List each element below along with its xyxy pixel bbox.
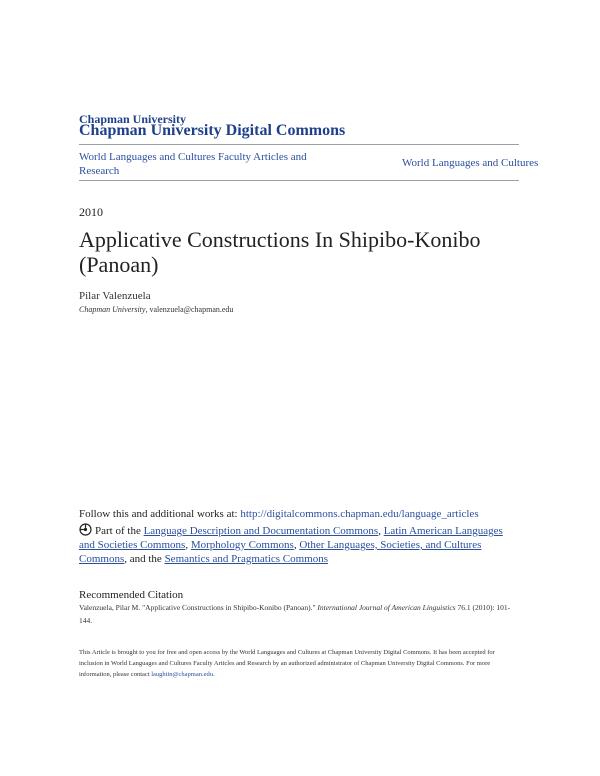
publication-year: 2010: [79, 205, 103, 219]
follow-url-link[interactable]: http://digitalcommons.chapman.edu/language_articles: [240, 508, 479, 520]
access-notice: [79, 647, 519, 680]
separator: ,: [378, 525, 384, 537]
commons-link-semantics[interactable]: Semantics and Pragmatics Commons: [164, 553, 329, 565]
repository-name[interactable]: Chapman University Digital Commons: [79, 122, 346, 139]
top-divider: [79, 144, 519, 145]
citation-text: Valenzuela, Pilar M. "Applicative Constructions in Shipibo-Konibo (Panoan).": [79, 603, 318, 612]
author-affiliation: [79, 305, 233, 314]
article-title: Applicative Constructions In Shipibo-Konibo (Panoan): [79, 227, 481, 277]
follow-line: [79, 508, 479, 520]
follow-prefix: Follow this and additional works at:: [79, 508, 241, 520]
affiliation-institution: Chapman University: [79, 305, 146, 314]
citation-journal: International Journal of American Linguistics: [317, 603, 456, 612]
separator: ,: [185, 539, 191, 551]
part-of-prefix: Part of the: [95, 525, 144, 537]
and-the: , and the: [124, 553, 165, 565]
contact-email-link[interactable]: laughtin@chapman.edu: [151, 671, 213, 678]
institution-name: Chapman University: [79, 112, 187, 126]
notice-text: This Article is brought to you for free and open access by the World Languages and Cultures at Chapman University Digital Commons. It has been accepted for inclusion in World Languages and Cultures Faculty Articles and Research by an authorized administrator of Chapman University Digital Commons. For more information, please contact: [79, 649, 495, 678]
part-of-block: [79, 523, 519, 566]
bottom-divider: [79, 180, 519, 181]
series-link[interactable]: World Languages and Cultures Faculty Articles and Research: [79, 151, 307, 177]
commons-link-morphology[interactable]: Morphology Commons: [190, 539, 294, 551]
citation-tail: 76.1 (2010): 101-144.: [79, 603, 511, 625]
recommended-citation: [79, 601, 519, 627]
separator: ,: [293, 539, 300, 551]
recommended-citation-heading: Recommended Citation: [79, 589, 184, 601]
commons-link-language-description[interactable]: Language Description and Documentation Commons: [143, 525, 379, 537]
commons-network-icon: [79, 523, 92, 536]
department-link[interactable]: World Languages and Cultures: [402, 157, 539, 169]
author-name: Pilar Valenzuela: [79, 290, 151, 302]
affiliation-email: , valenzuela@chapman.edu: [145, 305, 234, 314]
notice-end: .: [212, 671, 215, 678]
commons-link-latin-american[interactable]: Latin American Languages and Societies Commons: [79, 525, 503, 551]
commons-link-other-languages[interactable]: Other Languages, Societies, and Cultures Commons: [79, 539, 482, 565]
